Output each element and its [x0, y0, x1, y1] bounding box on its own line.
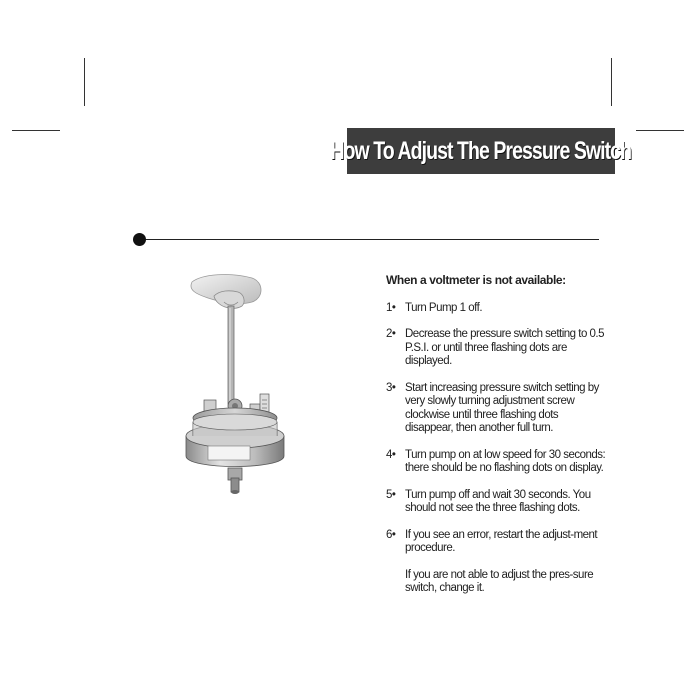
step-text: Turn pump off and wait 30 seconds. You should not see the three flashing dots.: [405, 488, 591, 514]
step-number: 2•: [386, 328, 396, 340]
step-text: Turn pump on at low speed for 30 seconds: there should be no flashing dots on display.: [405, 448, 606, 474]
page-title: How To Adjust The Pressure Switch: [330, 136, 632, 165]
crop-mark-top-right: [611, 58, 612, 106]
crop-mark-right: [636, 130, 684, 131]
pressure-switch-illustration: [180, 272, 310, 504]
step-5: [386, 489, 608, 516]
instructions-panel: [386, 274, 608, 596]
step-1: [386, 302, 608, 316]
step-text: Decrease the pressure switch setting to 0.5 P.S.I. or until three flashing dots are displayed.: [405, 328, 605, 367]
final-note: If you are not able to adjust the pres-sure switch, change it.: [405, 568, 594, 594]
step-text: Start increasing pressure switch setting by very slowly turning adjustment screw clockwise until three flashing dots disappear, then another full turn.: [405, 381, 599, 434]
screwdriver-icon: [228, 306, 234, 404]
crop-mark-left: [12, 130, 60, 131]
step-2: [386, 328, 608, 369]
step-text: If you see an error, restart the adjust-ment procedure.: [405, 528, 598, 554]
step-number: 6•: [386, 528, 396, 541]
section-divider: [139, 239, 599, 240]
step-6: [386, 529, 608, 556]
instructions-heading: When a voltmeter is not available:: [386, 273, 566, 287]
step-4: [386, 449, 608, 476]
step-3: [386, 382, 608, 436]
step-number: 3•: [386, 381, 396, 394]
step-number: 5•: [386, 488, 396, 501]
step-text: Turn Pump 1 off.: [405, 301, 483, 314]
section-divider-bullet: [133, 233, 146, 246]
hand-icon: [191, 275, 261, 309]
crop-mark-top-left: [84, 58, 85, 106]
step-number: 1•: [386, 301, 396, 314]
page-title-banner: [330, 128, 632, 174]
step-number: 4•: [386, 448, 396, 461]
